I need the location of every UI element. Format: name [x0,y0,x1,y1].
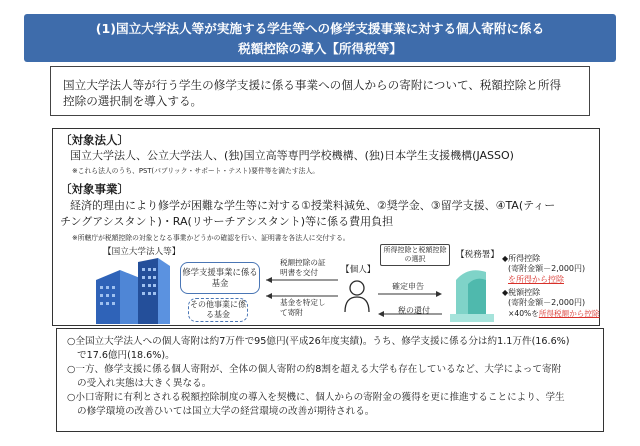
target-project-line-2: チングアシスタント)・RA(リサーチアシスタント)等に係る費用負担 [60,215,394,228]
taxoffice-label: 【税務署】 [456,250,499,260]
fund-label: 修学支援事業に係る基金 [182,267,258,288]
other-fund-box [188,298,248,322]
university-buildings-icon [92,258,172,324]
person-icon [342,279,372,313]
cert-arrow-label: 税額控除の証明書を交付 [280,258,326,277]
target-project-line-1: 経済的理由により修学が困難な学生等に対する①授業料減免、②奨学金、③留学支援、④TA(ティー [70,199,556,212]
summary-p3a: ○小口寄附に有利とされる税額控除制度の導入を契機に、個人からの寄附金の獲得を更に推進することにより、学生 [67,392,565,403]
tax-cred-rate-text [508,309,600,318]
other-fund-label: その他事業に係る基金 [190,300,246,319]
tax-cred-title: ◆税額控除 [502,288,541,297]
filing-label: 確定申告 [392,282,424,291]
summary-p3b: の修学環境の改善ひいては国立大学の経営環境の改善が期待される。 [77,406,375,417]
intro-line-2: 控除の選択制を導入する。 [63,94,203,108]
header-line-1: (1)国立大学法人等が実施する学生等への修学支援事業に対する個人寄附に係る [95,21,545,36]
summary-box [56,328,604,432]
refund-label: 税の還付 [398,306,430,315]
income-ded-title: ◆所得控除 [502,254,541,263]
intro-line-1: 国立大学法人等が行う学生の修学支援に係る事業への個人からの寄附について、税額控除と所得 [63,78,562,92]
univ-label: 【国立大学法人等】 [103,247,181,257]
summary-p2b: の受入れ実態は大きく異なる。 [77,378,212,389]
summary-p2a: ○一方、修学支援に係る個人寄附が、全体の個人寄附の約8割を超える大学も存在しているなど、大学によって寄附 [67,364,562,375]
target-project-note: ※所轄庁が税額控除の対象となる事業かどうかの確認を行い、証明書を各法人に交付する。 [72,234,350,242]
target-project-title: 〔対象事業〕 [60,182,129,196]
header-line-2: 税額控除の導入【所得税等】 [238,41,402,56]
summary-p1a: ○全国立大学法人への個人寄附は約7万件で95億円(平成26年度実績)。うち、修学支援に係る分は約1.1万件(16.6%) [67,336,570,347]
fund-box [180,262,260,294]
target-corp-text: 国立大学法人、公立大学法人、(独)国立高等専門学校機構、(独)日本学生支援機構(JASSO) [70,149,514,162]
page-header [24,14,616,62]
tax-cred-formula: (寄附金額－2,000円) [508,298,586,307]
tax-cred-rate [508,309,600,319]
tax-cred-rate-emphasis: 所得税額から控除 [538,309,600,318]
intro-box [50,66,590,116]
tax-office-building-icon [446,262,496,322]
income-ded-rate: を所得から控除 [508,275,564,284]
summary-p1b: で17.6億円(18.6%)。 [77,350,175,361]
income-ded-formula: (寄附金額－2,000円) [508,264,586,273]
choice-label: 所得控除と税額控除の選択 [383,246,447,263]
specify-arrow-label: 基金を特定して寄附 [280,298,326,317]
individual-label: 【個人】 [341,265,376,275]
target-corp-note: ※これら法人のうち、PST(パブリック・サポート・テスト)要件等を満たす法人。 [72,167,320,175]
choice-box [380,244,450,266]
tax-cred-rate-prefix: ×40%を [508,309,539,318]
target-corp-title: 〔対象法人〕 [60,133,129,147]
